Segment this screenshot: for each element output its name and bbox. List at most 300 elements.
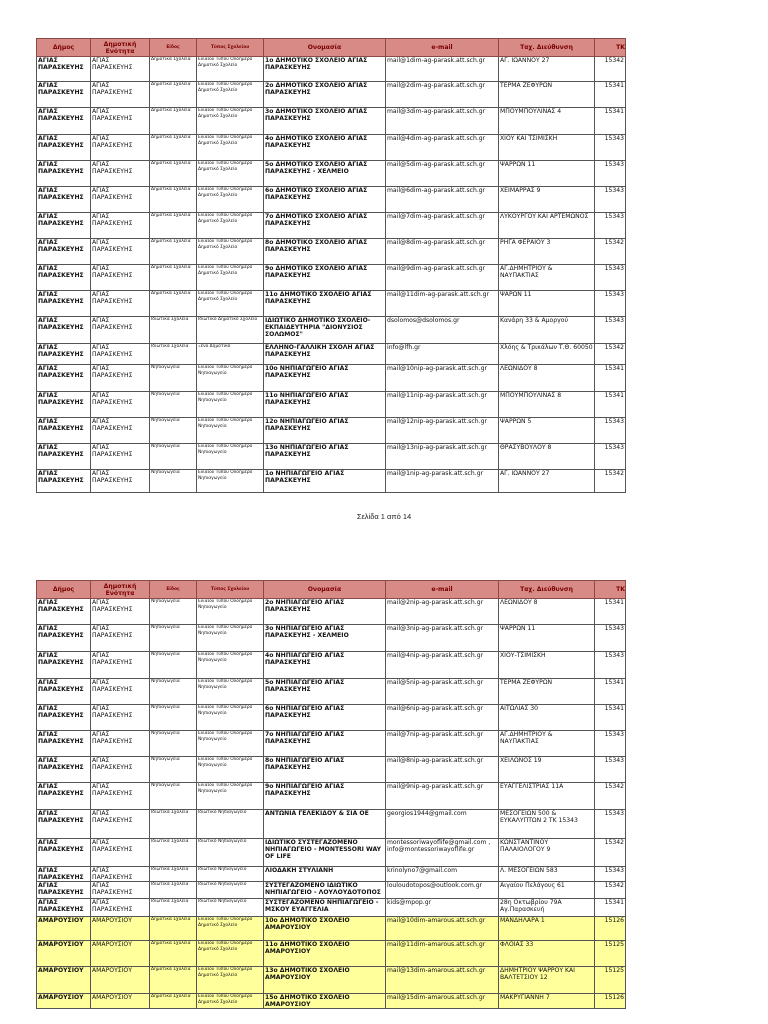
cell-eidos: Δημοτικά Σχολεία [150,265,197,291]
cell-tk: 15343 [595,213,626,239]
cell-eidos: Νηπιαγωγεία [150,599,197,625]
cell-address: ΜΕΣΟΓΕΙΩΝ 500 & ΕΥΚΑΛΥΠΤΩΝ 2 ΤΚ 15343 [499,810,595,839]
cell-tk: 15343 [595,625,626,652]
cell-email: georgios1944@gmail.com [386,810,499,839]
cell-address: ΜΑΝΔΗΛΑΡΑ 1 [499,917,595,941]
cell-eidos: Νηπιαγωγεία [150,705,197,731]
cell-email: mail@5nip-ag-parask.att.sch.gr [386,679,499,705]
cell-enotita: ΑΓΙΑΣ ΠΑΡΑΣΚΕΥΗΣ [91,57,150,82]
cell-eidos: Νηπιαγωγεία [150,470,197,493]
cell-address: ΤΕΡΜΑ ΖΕΦΥΡΩΝ [499,679,595,705]
cell-dimos: ΑΓΙΑΣ ΠΑΡΑΣΚΕΥΗΣ [37,239,91,265]
cell-tk: 15341 [595,679,626,705]
cell-dimos: ΑΓΙΑΣ ΠΑΡΑΣΚΕΥΗΣ [37,57,91,82]
table-row [37,135,626,161]
cell-address: ΜΠΟΥΜΠΟΥΛΙΝΑΣ 8 [499,392,595,418]
cell-email: mail@4dim-ag-parask.att.sch.gr [386,135,499,161]
table-row [37,239,626,265]
cell-tk: 15343 [595,810,626,839]
cell-typos: Ενιαίου Τύπου Ολοήμερο Νηπιαγωγείο [197,652,264,679]
cell-dimos: ΑΓΙΑΣ ΠΑΡΑΣΚΕΥΗΣ [37,135,91,161]
cell-enotita: ΑΓΙΑΣ ΠΑΡΑΣΚΕΥΗΣ [91,291,150,317]
cell-dimos: ΑΓΙΑΣ ΠΑΡΑΣΚΕΥΗΣ [37,161,91,187]
col-header-address: Ταχ. Διεύθυνση [499,581,595,599]
cell-email: mail@8dim-ag-parask.att.sch.gr [386,239,499,265]
cell-email: mail@10nip-ag-parask.att.sch.gr [386,365,499,392]
cell-address: ΡΗΓΑ ΦΕΡΑΙΟΥ 3 [499,239,595,265]
cell-tk: 15343 [595,418,626,444]
col-header-enotita: Δημοτική Ενότητα [91,581,150,599]
cell-eidos: Ιδιωτικά Σχολεία [150,882,197,899]
cell-dimos: ΑΓΙΑΣ ΠΑΡΑΣΚΕΥΗΣ [37,679,91,705]
cell-dimos: ΑΓΙΑΣ ΠΑΡΑΣΚΕΥΗΣ [37,392,91,418]
cell-name: 1ο ΝΗΠΙΑΓΩΓΕΙΟ ΑΓΙΑΣ ΠΑΡΑΣΚΕΥΗΣ [264,470,386,493]
cell-address: ΚΩΝΣΤΑΝΤΙΝΟΥ ΠΑΛΑΙΟΛΟΓΟΥ 9 [499,839,595,867]
cell-email: montessoriwayoflife@gmail.com , info@montessoriwayoflife.gr [386,839,499,867]
cell-address: ΛΥΚΟΥΡΓΟΥ ΚΑΙ ΑΡΤΕΜΩΝΟΣ [499,213,595,239]
col-header-onomasia: Ονομασία [264,39,386,57]
cell-eidos: Νηπιαγωγεία [150,757,197,783]
cell-typos: Ενιαίου Τύπου Ολοήμερο Δημοτικό Σχολείο [197,967,264,994]
cell-typos: Ενιαίου Τύπου Ολοήμερο Δημοτικό Σχολείο [197,213,264,239]
table-row [37,839,626,867]
cell-typos: Ιδιωτικό Δημοτικό Σχολείο [197,317,264,344]
col-header-email: e-mail [386,581,499,599]
cell-dimos: ΑΓΙΑΣ ΠΑΡΑΣΚΕΥΗΣ [37,625,91,652]
cell-typos: Ενιαίου Τύπου Ολοήμερο Δημοτικό Σχολείο [197,135,264,161]
cell-tk: 15343 [595,731,626,757]
cell-tk: 15126 [595,994,626,1009]
cell-email: mail@13nip-ag-parask.att.sch.gr [386,444,499,470]
page-1-table [36,38,625,493]
cell-enotita: ΑΓΙΑΣ ΠΑΡΑΣΚΕΥΗΣ [91,418,150,444]
cell-dimos: ΑΓΙΑΣ ΠΑΡΑΣΚΕΥΗΣ [37,731,91,757]
cell-eidos: Ιδιωτικά Σχολεία [150,839,197,867]
cell-name: 2ο ΔΗΜΟΤΙΚΟ ΣΧΟΛΕΙΟ ΑΓΙΑΣ ΠΑΡΑΣΚΕΥΗΣ [264,82,386,108]
cell-address: ΔΗΜΗΤΡΙΟΥ ΨΑΡΡΟΥ ΚΑΙ ΒΑΛΤΕΤΣΙΟΥ 12 [499,967,595,994]
cell-name: 13ο ΝΗΠΙΑΓΩΓΕΙΟ ΑΓΙΑΣ ΠΑΡΑΣΚΕΥΗΣ [264,444,386,470]
cell-name: 4ο ΔΗΜΟΤΙΚΟ ΣΧΟΛΕΙΟ ΑΓΙΑΣ ΠΑΡΑΣΚΕΥΗΣ [264,135,386,161]
cell-enotita: ΑΓΙΑΣ ΠΑΡΑΣΚΕΥΗΣ [91,213,150,239]
cell-enotita: ΑΓΙΑΣ ΠΑΡΑΣΚΕΥΗΣ [91,783,150,810]
cell-enotita: ΑΜΑΡΟΥΣΙΟΥ [91,917,150,941]
cell-tk: 15343 [595,317,626,344]
cell-enotita: ΑΓΙΑΣ ΠΑΡΑΣΚΕΥΗΣ [91,187,150,213]
cell-name: 9ο ΝΗΠΙΑΓΩΓΕΙΟ ΑΓΙΑΣ ΠΑΡΑΣΚΕΥΗΣ [264,783,386,810]
col-header-email: e-mail [386,39,499,57]
table-row [37,867,626,882]
cell-enotita: ΑΓΙΑΣ ΠΑΡΑΣΚΕΥΗΣ [91,867,150,882]
page-2-table [36,580,625,1009]
cell-typos: Ενιαίου Τύπου Ολοήμερο Δημοτικό Σχολείο [197,941,264,967]
cell-eidos: Νηπιαγωγεία [150,444,197,470]
cell-enotita: ΑΓΙΑΣ ΠΑΡΑΣΚΕΥΗΣ [91,317,150,344]
cell-eidos: Δημοτικά Σχολεία [150,239,197,265]
table-row [37,187,626,213]
cell-email: mail@9nip-ag-parask.att.sch.gr [386,783,499,810]
table-row [37,899,626,917]
table-row [37,967,626,994]
cell-email: mail@11dim-ag-parask.att.sch.gr [386,291,499,317]
cell-tk: 15341 [595,599,626,625]
cell-address: ΧΙΟΥ-ΤΣΙΜΙΣΚΗ [499,652,595,679]
cell-address: ΨΑΡΩΝ 11 [499,291,595,317]
cell-address: ΛΕΩΝΙΔΟΥ 8 [499,365,595,392]
table-row [37,599,626,625]
cell-eidos: Ιδιωτικά Σχολεία [150,867,197,882]
table-row [37,392,626,418]
table-row [37,810,626,839]
cell-eidos: Ιδιωτικά Σχολεία [150,317,197,344]
cell-address: ΤΕΡΜΑ ΖΕΦΥΡΩΝ [499,82,595,108]
cell-address: ΧΕΙΜΑΡΡΑΣ 9 [499,187,595,213]
cell-name: ΙΔΙΩΤΙΚΟ ΔΗΜΟΤΙΚΟ ΣΧΟΛΕΙΟ-ΕΚΠΑΙΔΕΥΤΗΡΙΑ "ΔΙΟΝΥΣΙΟΣ ΣΟΛΩΜΟΣ" [264,317,386,344]
table-row [37,213,626,239]
table-row [37,265,626,291]
cell-tk: 15343 [595,652,626,679]
cell-name: ΙΔΙΩΤΙΚΟ ΣΥΣΤΕΓΑΖΟΜΕΝΟ ΝΗΠΙΑΓΩΓΕΙΟ - MONTESSORI WAY OF LIFE [264,839,386,867]
cell-tk: 15343 [595,444,626,470]
table-row [37,994,626,1009]
cell-eidos: Δημοτικά Σχολεία [150,917,197,941]
cell-email: mail@4nip-ag-parask.att.sch.gr [386,652,499,679]
cell-dimos: ΑΜΑΡΟΥΣΙΟΥ [37,967,91,994]
cell-email: mail@2dim-ag-parask.att.sch.gr [386,82,499,108]
cell-email: mail@10dim-amarous.att.sch.gr [386,917,499,941]
col-header-dimos: Δήμος [37,39,91,57]
table-row [37,941,626,967]
cell-name: 5ο ΔΗΜΟΤΙΚΟ ΣΧΟΛΕΙΟ ΑΓΙΑΣ ΠΑΡΑΣΚΕΥΗΣ - ΧΕΛΜΕΙΟ [264,161,386,187]
cell-tk: 15343 [595,161,626,187]
cell-name: 11ο ΔΗΜΟΤΙΚΟ ΣΧΟΛΕΙΟ ΑΓΙΑΣ ΠΑΡΑΣΚΕΥΗΣ [264,291,386,317]
col-header-typos: Τύπος Σχολείου [197,39,264,57]
cell-name: 13ο ΔΗΜΟΤΙΚΟ ΣΧΟΛΕΙΟ ΑΜΑΡΟΥΣΙΟΥ [264,967,386,994]
cell-tk: 15343 [595,291,626,317]
cell-dimos: ΑΓΙΑΣ ΠΑΡΑΣΚΕΥΗΣ [37,652,91,679]
cell-dimos: ΑΜΑΡΟΥΣΙΟΥ [37,917,91,941]
cell-email: mail@6nip-ag-parask.att.sch.gr [386,705,499,731]
cell-typos: Ιδιωτικό Νηπιαγωγείο [197,839,264,867]
cell-eidos: Δημοτικά Σχολεία [150,213,197,239]
cell-typos: Ενιαίου Τύπου Ολοήμερο Νηπιαγωγείο [197,705,264,731]
cell-address: ΜΠΟΥΜΠΟΥΛΙΝΑΣ 4 [499,108,595,135]
table-row [37,652,626,679]
cell-name: ΣΥΣΤΕΓΑΖΟΜΕΝΟ ΙΔΙΩΤΙΚΟ ΝΗΠΙΑΓΩΓΕΙΟ - ΛΟΥΛΟΥΔΟΤΟΠΟΣ [264,882,386,899]
table-row [37,291,626,317]
cell-name: 5ο ΝΗΠΙΑΓΩΓΕΙΟ ΑΓΙΑΣ ΠΑΡΑΣΚΕΥΗΣ [264,679,386,705]
cell-enotita: ΑΓΙΑΣ ΠΑΡΑΣΚΕΥΗΣ [91,265,150,291]
table-row [37,917,626,941]
cell-enotita: ΑΓΙΑΣ ΠΑΡΑΣΚΕΥΗΣ [91,731,150,757]
cell-tk: 15341 [595,392,626,418]
cell-email: mail@8nip-ag-parask.att.sch.gr [386,757,499,783]
cell-typos: Ενιαίου Τύπου Ολοήμερο Νηπιαγωγείο [197,679,264,705]
cell-name: 11ο ΝΗΠΙΑΓΩΓΕΙΟ ΑΓΙΑΣ ΠΑΡΑΣΚΕΥΗΣ [264,392,386,418]
cell-typos: Ιδιωτικό Νηπιαγωγείο [197,899,264,917]
cell-typos: Ενιαίου Τύπου Ολοήμερο Νηπιαγωγείο [197,599,264,625]
cell-dimos: ΑΓΙΑΣ ΠΑΡΑΣΚΕΥΗΣ [37,810,91,839]
cell-tk: 15125 [595,967,626,994]
cell-dimos: ΑΓΙΑΣ ΠΑΡΑΣΚΕΥΗΣ [37,839,91,867]
cell-typos: Ενιαίου Τύπου Ολοήμερο Νηπιαγωγείο [197,625,264,652]
cell-dimos: ΑΓΙΑΣ ΠΑΡΑΣΚΕΥΗΣ [37,265,91,291]
cell-name: 9ο ΔΗΜΟΤΙΚΟ ΣΧΟΛΕΙΟ ΑΓΙΑΣ ΠΑΡΑΣΚΕΥΗΣ [264,265,386,291]
cell-enotita: ΑΓΙΑΣ ΠΑΡΑΣΚΕΥΗΣ [91,882,150,899]
cell-tk: 15343 [595,757,626,783]
cell-tk: 15343 [595,265,626,291]
cell-enotita: ΑΓΙΑΣ ΠΑΡΑΣΚΕΥΗΣ [91,810,150,839]
cell-address: ΘΡΑΣΥΒΟΥΛΟΥ 8 [499,444,595,470]
table-row [37,705,626,731]
cell-tk: 15342 [595,882,626,899]
cell-tk: 15125 [595,941,626,967]
cell-name: 3ο ΔΗΜΟΤΙΚΟ ΣΧΟΛΕΙΟ ΑΓΙΑΣ ΠΑΡΑΣΚΕΥΗΣ [264,108,386,135]
cell-email: mail@3dim-ag-parask.att.sch.gr [386,108,499,135]
cell-name: 4ο ΝΗΠΙΑΓΩΓΕΙΟ ΑΓΙΑΣ ΠΑΡΑΣΚΕΥΗΣ [264,652,386,679]
col-header-eidos: Είδος [150,581,197,599]
cell-eidos: Δημοτικά Σχολεία [150,967,197,994]
table-row [37,317,626,344]
cell-email: mail@5dim-ag-parask.att.sch.gr [386,161,499,187]
cell-typos: Ενιαίου Τύπου Ολοήμερο Δημοτικό Σχολείο [197,239,264,265]
cell-dimos: ΑΓΙΑΣ ΠΑΡΑΣΚΕΥΗΣ [37,291,91,317]
col-header-tk: ΤΚ [595,39,626,57]
cell-name: 3ο ΝΗΠΙΑΓΩΓΕΙΟ ΑΓΙΑΣ ΠΑΡΑΣΚΕΥΗΣ - ΧΕΛΜΕΙΟ [264,625,386,652]
cell-email: mail@1nip-ag-parask.att.sch.gr [386,470,499,493]
cell-dimos: ΑΓΙΑΣ ΠΑΡΑΣΚΕΥΗΣ [37,317,91,344]
table-row [37,344,626,365]
cell-name: 2ο ΝΗΠΙΑΓΩΓΕΙΟ ΑΓΙΑΣ ΠΑΡΑΣΚΕΥΗΣ [264,599,386,625]
cell-tk: 15341 [595,365,626,392]
cell-enotita: ΑΓΙΑΣ ΠΑΡΑΣΚΕΥΗΣ [91,82,150,108]
cell-address: ΧΙΟΥ ΚΑΙ ΤΣΙΜΙΣΚΗ [499,135,595,161]
table-row [37,882,626,899]
cell-address: ΛΕΩΝΙΔΟΥ 8 [499,599,595,625]
cell-enotita: ΑΓΙΑΣ ΠΑΡΑΣΚΕΥΗΣ [91,444,150,470]
cell-eidos: Δημοτικά Σχολεία [150,57,197,82]
cell-typos: Ενιαίου Τύπου Ολοήμερο Δημοτικό Σχολείο [197,82,264,108]
cell-eidos: Ιδιωτικά Σχολεία [150,899,197,917]
header-row [37,581,626,599]
cell-name: 11ο ΔΗΜΟΤΙΚΟ ΣΧΟΛΕΙΟ ΑΜΑΡΟΥΣΙΟΥ [264,941,386,967]
cell-eidos: Νηπιαγωγεία [150,652,197,679]
table-row [37,57,626,82]
cell-eidos: Νηπιαγωγεία [150,625,197,652]
cell-typos: Ενιαίου Τύπου Ολοήμερο Δημοτικό Σχολείο [197,108,264,135]
cell-typos: Ιδιωτικό Νηπιαγωγείο [197,867,264,882]
cell-eidos: Δημοτικά Σχολεία [150,135,197,161]
cell-name: 10ο ΝΗΠΙΑΓΩΓΕΙΟ ΑΓΙΑΣ ΠΑΡΑΣΚΕΥΗΣ [264,365,386,392]
cell-name: 7ο ΝΗΠΙΑΓΩΓΕΙΟ ΑΓΙΑΣ ΠΑΡΑΣΚΕΥΗΣ [264,731,386,757]
table-row [37,444,626,470]
cell-email: info@lfh.gr [386,344,499,365]
page-footer: Σελίδα 1 από 14 [356,512,412,521]
cell-email: dsolomos@dsolomos.gr [386,317,499,344]
col-header-eidos: Είδος [150,39,197,57]
cell-enotita: ΑΓΙΑΣ ΠΑΡΑΣΚΕΥΗΣ [91,839,150,867]
cell-address: ΧΕΙΛΩΝΟΣ 19 [499,757,595,783]
cell-dimos: ΑΓΙΑΣ ΠΑΡΑΣΚΕΥΗΣ [37,365,91,392]
cell-enotita: ΑΜΑΡΟΥΣΙΟΥ [91,941,150,967]
cell-email: mail@11nip-ag-parask.att.sch.gr [386,392,499,418]
cell-typos: Ιδιωτικό Νηπιαγωγείο [197,810,264,839]
cell-address: ΨΑΡΡΩΝ 11 [499,625,595,652]
cell-typos: Ενιαίου Τύπου Ολοήμερο Νηπιαγωγείο [197,418,264,444]
cell-typos: Ενιαίου Τύπου Ολοήμερο Νηπιαγωγείο [197,392,264,418]
cell-address: ΕΥΑΓΓΕΛΙΣΤΡΙΑΣ 11Α [499,783,595,810]
col-header-enotita: Δημοτική Ενότητα [91,39,150,57]
cell-eidos: Νηπιαγωγεία [150,418,197,444]
cell-email: mail@13dim-amarous.att.sch.gr [386,967,499,994]
cell-enotita: ΑΓΙΑΣ ΠΑΡΑΣΚΕΥΗΣ [91,705,150,731]
cell-dimos: ΑΓΙΑΣ ΠΑΡΑΣΚΕΥΗΣ [37,108,91,135]
cell-enotita: ΑΓΙΑΣ ΠΑΡΑΣΚΕΥΗΣ [91,757,150,783]
cell-typos: Ενιαίου Τύπου Ολοήμερο Δημοτικό Σχολείο [197,291,264,317]
cell-typos: Ενιαίου Τύπου Ολοήμερο Δημοτικό Σχολείο [197,265,264,291]
cell-typos: Ξένο Δημοτικό [197,344,264,365]
table-row [37,418,626,444]
col-header-tk: ΤΚ [595,581,626,599]
cell-address: ΦΛΟΙΑΣ 33 [499,941,595,967]
cell-dimos: ΑΜΑΡΟΥΣΙΟΥ [37,994,91,1009]
table-row [37,679,626,705]
cell-enotita: ΑΓΙΑΣ ΠΑΡΑΣΚΕΥΗΣ [91,161,150,187]
cell-dimos: ΑΓΙΑΣ ΠΑΡΑΣΚΕΥΗΣ [37,783,91,810]
cell-tk: 15343 [595,135,626,161]
cell-eidos: Δημοτικά Σχολεία [150,187,197,213]
cell-dimos: ΑΓΙΑΣ ΠΑΡΑΣΚΕΥΗΣ [37,187,91,213]
cell-dimos: ΑΓΙΑΣ ΠΑΡΑΣΚΕΥΗΣ [37,882,91,899]
cell-tk: 15126 [595,917,626,941]
cell-tk: 15342 [595,239,626,265]
cell-email: mail@9dim-ag-parask.att.sch.gr [386,265,499,291]
cell-name: ΑΝΤΩΝΙΑ ΓΕΛΕΚΙΔΟΥ & ΣΙΑ ΟΕ [264,810,386,839]
cell-name: 6ο ΝΗΠΙΑΓΩΓΕΙΟ ΑΓΙΑΣ ΠΑΡΑΣΚΕΥΗΣ [264,705,386,731]
table-row [37,82,626,108]
cell-address: Χλόης & Τρικάλων Τ.Θ. 60050 [499,344,595,365]
cell-tk: 15342 [595,344,626,365]
cell-address: ΑΓ. ΙΩΑΝΝΟΥ 27 [499,470,595,493]
cell-email: mail@3nip-ag-parask.att.sch.gr [386,625,499,652]
cell-tk: 15342 [595,57,626,82]
cell-typos: Ενιαίου Τύπου Ολοήμερο Νηπιαγωγείο [197,783,264,810]
table-row [37,731,626,757]
cell-name: 12ο ΝΗΠΙΑΓΩΓΕΙΟ ΑΓΙΑΣ ΠΑΡΑΣΚΕΥΗΣ [264,418,386,444]
table-row [37,365,626,392]
table-row [37,625,626,652]
cell-eidos: Δημοτικά Σχολεία [150,161,197,187]
cell-typos: Ενιαίου Τύπου Ολοήμερο Νηπιαγωγείο [197,731,264,757]
cell-eidos: Νηπιαγωγεία [150,731,197,757]
cell-tk: 15341 [595,108,626,135]
cell-typos: Ενιαίου Τύπου Ολοήμερο Νηπιαγωγείο [197,365,264,392]
table-row [37,470,626,493]
cell-name: 8ο ΔΗΜΟΤΙΚΟ ΣΧΟΛΕΙΟ ΑΓΙΑΣ ΠΑΡΑΣΚΕΥΗΣ [264,239,386,265]
cell-typos: Ιδιωτικό Νηπιαγωγείο [197,882,264,899]
table-row [37,783,626,810]
cell-address: ΜΑΚΡΥΓΙΑΝΝΗ 7 [499,994,595,1009]
cell-email: louloudotopos@outlook.com.gr [386,882,499,899]
cell-email: mail@15dim-amarous.att.sch.gr [386,994,499,1009]
cell-typos: Ενιαίου Τύπου Ολοήμερο Νηπιαγωγείο [197,444,264,470]
cell-tk: 15342 [595,470,626,493]
cell-enotita: ΑΓΙΑΣ ΠΑΡΑΣΚΕΥΗΣ [91,108,150,135]
cell-dimos: ΑΓΙΑΣ ΠΑΡΑΣΚΕΥΗΣ [37,213,91,239]
cell-dimos: ΑΓΙΑΣ ΠΑΡΑΣΚΕΥΗΣ [37,599,91,625]
cell-typos: Ενιαίου Τύπου Ολοήμερο Δημοτικό Σχολείο [197,57,264,82]
cell-name: ΛΙΟΔΑΚΗ ΣΤΥΛΙΑΝΗ [264,867,386,882]
cell-address: ΨΑΡΡΩΝ 11 [499,161,595,187]
cell-tk: 15343 [595,187,626,213]
cell-email: mail@2nip-ag-parask.att.sch.gr [386,599,499,625]
table-row [37,108,626,135]
col-header-dimos: Δήμος [37,581,91,599]
cell-email: kids@mpop.gr [386,899,499,917]
cell-dimos: ΑΓΙΑΣ ΠΑΡΑΣΚΕΥΗΣ [37,470,91,493]
cell-name: 7ο ΔΗΜΟΤΙΚΟ ΣΧΟΛΕΙΟ ΑΓΙΑΣ ΠΑΡΑΣΚΕΥΗΣ [264,213,386,239]
cell-typos: Ενιαίου Τύπου Ολοήμερο Νηπιαγωγείο [197,470,264,493]
cell-name: 1ο ΔΗΜΟΤΙΚΟ ΣΧΟΛΕΙΟ ΑΓΙΑΣ ΠΑΡΑΣΚΕΥΗΣ [264,57,386,82]
cell-enotita: ΑΓΙΑΣ ΠΑΡΑΣΚΕΥΗΣ [91,470,150,493]
cell-typos: Ενιαίου Τύπου Ολοήμερο Δημοτικό Σχολείο [197,161,264,187]
cell-name: ΣΥΣΤΕΓΑΖΟΜΕΝΟ ΝΗΠΙΑΓΩΓΕΙΟ - ΜΣΚΟΥ ΕΥΑΓΓΕΛΙΑ [264,899,386,917]
cell-enotita: ΑΓΙΑΣ ΠΑΡΑΣΚΕΥΗΣ [91,365,150,392]
cell-name: 8ο ΝΗΠΙΑΓΩΓΕΙΟ ΑΓΙΑΣ ΠΑΡΑΣΚΕΥΗΣ [264,757,386,783]
table-row [37,161,626,187]
cell-enotita: ΑΓΙΑΣ ΠΑΡΑΣΚΕΥΗΣ [91,135,150,161]
cell-enotita: ΑΓΙΑΣ ΠΑΡΑΣΚΕΥΗΣ [91,899,150,917]
cell-email: krinolyno7@gmail.com [386,867,499,882]
cell-eidos: Νηπιαγωγεία [150,679,197,705]
cell-eidos: Δημοτικά Σχολεία [150,82,197,108]
cell-address: ΨΑΡΡΩΝ 5 [499,418,595,444]
cell-eidos: Νηπιαγωγεία [150,392,197,418]
cell-eidos: Δημοτικά Σχολεία [150,291,197,317]
cell-dimos: ΑΓΙΑΣ ΠΑΡΑΣΚΕΥΗΣ [37,757,91,783]
cell-tk: 15341 [595,82,626,108]
cell-typos: Ενιαίου Τύπου Ολοήμερο Δημοτικό Σχολείο [197,994,264,1009]
cell-eidos: Νηπιαγωγεία [150,365,197,392]
col-header-onomasia: Ονομασία [264,581,386,599]
cell-tk: 15341 [595,899,626,917]
cell-name: 10ο ΔΗΜΟΤΙΚΟ ΣΧΟΛΕΙΟ ΑΜΑΡΟΥΣΙΟΥ [264,917,386,941]
cell-address: ΑΓ.ΔΗΜΗΤΡΙΟΥ & ΝΑΥΠΑΚΤΙΑΣ [499,265,595,291]
cell-tk: 15342 [595,839,626,867]
cell-email: mail@11dim-amarous.att.sch.gr [386,941,499,967]
cell-name: 15ο ΔΗΜΟΤΙΚΟ ΣΧΟΛΕΙΟ ΑΜΑΡΟΥΣΙΟΥ [264,994,386,1009]
cell-enotita: ΑΓΙΑΣ ΠΑΡΑΣΚΕΥΗΣ [91,652,150,679]
cell-enotita: ΑΓΙΑΣ ΠΑΡΑΣΚΕΥΗΣ [91,344,150,365]
cell-typos: Ενιαίου Τύπου Ολοήμερο Νηπιαγωγείο [197,757,264,783]
cell-eidos: Δημοτικά Σχολεία [150,994,197,1009]
cell-tk: 15342 [595,783,626,810]
cell-address: Κανάρη 33 & Αμοργού [499,317,595,344]
cell-name: 6ο ΔΗΜΟΤΙΚΟ ΣΧΟΛΕΙΟ ΑΓΙΑΣ ΠΑΡΑΣΚΕΥΗΣ [264,187,386,213]
cell-name: ΕΛΛΗΝΟ-ΓΑΛΛΙΚΗ ΣΧΟΛΗ ΑΓΙΑΣ ΠΑΡΑΣΚΕΥΗΣ [264,344,386,365]
cell-dimos: ΑΜΑΡΟΥΣΙΟΥ [37,941,91,967]
cell-enotita: ΑΓΙΑΣ ΠΑΡΑΣΚΕΥΗΣ [91,392,150,418]
cell-tk: 15341 [595,705,626,731]
cell-address: Λ. ΜΕΣΟΓΕΙΩΝ 583 [499,867,595,882]
cell-email: mail@6dim-ag-parask.att.sch.gr [386,187,499,213]
cell-eidos: Νηπιαγωγεία [150,783,197,810]
cell-address: 28η Οκτωβρίου 79Α Αγ.Παρασκευή [499,899,595,917]
cell-eidos: Δημοτικά Σχολεία [150,108,197,135]
cell-email: mail@7dim-ag-parask.att.sch.gr [386,213,499,239]
cell-dimos: ΑΓΙΑΣ ΠΑΡΑΣΚΕΥΗΣ [37,705,91,731]
cell-email: mail@12nip-ag-parask.att.sch.gr [386,418,499,444]
cell-enotita: ΑΜΑΡΟΥΣΙΟΥ [91,994,150,1009]
